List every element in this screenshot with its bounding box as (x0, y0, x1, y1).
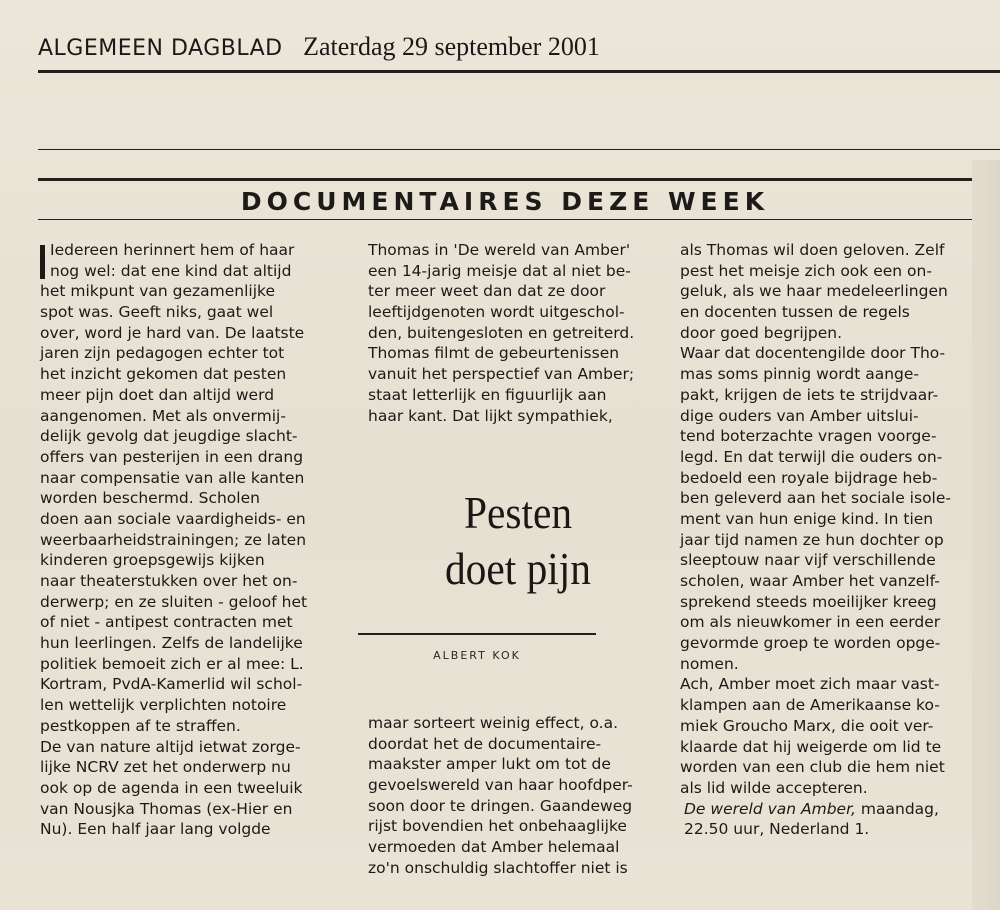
article-line: staat letterlijk en figuurlijk aan (368, 385, 607, 404)
article-line: weerbaarheidstrainingen; ze laten (40, 530, 307, 549)
article-line: soon door te dringen. Gaandeweg (368, 796, 633, 815)
publication-date: Zaterdag 29 september 2001 (303, 32, 600, 61)
article-line: klampen aan de Amerikaanse ko- (680, 696, 940, 715)
article-line: als Thomas wil doen geloven. Zelf (680, 241, 945, 259)
article-line: derwerp; en ze sluiten - geloof het (40, 592, 308, 611)
article-line: ben geleverd aan het sociale isole- (680, 489, 951, 508)
article-line: sleeptouw naar vijf verschillende (680, 551, 936, 570)
article-line: gevoelswereld van haar hoofdper- (368, 776, 633, 795)
article-line: legd. En dat terwijl die ouders on- (680, 447, 943, 466)
article-line: lijke NCRV zet het onderwerp nu (40, 758, 291, 777)
article-line: over, word je hard van. De laatste (40, 323, 305, 342)
article-line: om als nieuwkomer in een eerder (680, 613, 941, 632)
article-column-1 (40, 240, 340, 840)
section-bottom-rule (38, 219, 972, 220)
article-column-3 (680, 240, 980, 840)
article-line: zo'n onschuldig slachtoffer niet is (368, 858, 628, 877)
article-line: en docenten tussen de regels (680, 303, 910, 322)
article-line: pestkoppen af te straffen. (40, 716, 241, 735)
program-time: 22.50 uur, Nederland 1. (684, 820, 870, 839)
article-line: naar theaterstukken over het on- (40, 572, 298, 590)
article-line: worden beschermd. Scholen (40, 489, 260, 508)
article-column-2-bottom (368, 713, 668, 879)
divider-rule (38, 149, 1000, 150)
article-line: spot was. Geeft niks, gaat wel (40, 303, 274, 322)
article-line: haar kant. Dat lijkt sympathiek, (368, 406, 613, 425)
article-line: scholen, waar Amber het vanzelf- (680, 572, 940, 590)
masthead (38, 30, 600, 64)
article-line: het mikpunt van gezamenlijke (40, 282, 276, 301)
article-line: worden van een club die hem niet (680, 758, 945, 777)
article-line: ment van hun enige kind. In tien (680, 509, 934, 528)
article-line: Kortram, PvdA-Kamerlid wil schol- (40, 675, 303, 694)
article-line: nog wel: dat ene kind dat altijd (50, 261, 292, 280)
article-line: bedoeld een royale bijdrage heb- (680, 468, 938, 487)
article-line: delijk gevolg dat jeugdige slacht- (40, 427, 298, 446)
article-line: tend boterzachte vragen voorge- (680, 427, 937, 446)
article-line: Ach, Amber moet zich maar vast- (680, 675, 940, 694)
section-title: DOCUMENTAIRES DEZE WEEK (240, 187, 770, 216)
article-line: vermoeden dat Amber helemaal (368, 838, 620, 857)
article-line: van Nousjka Thomas (ex-Hier en (40, 799, 293, 818)
article-line: een 14-jarig meisje dat al niet be- (368, 261, 631, 280)
article-line: Thomas in 'De wereld van Amber' (368, 241, 631, 259)
section-top-rule (38, 178, 972, 181)
article-line: dige ouders van Amber uitslui- (680, 406, 919, 425)
article-line: of niet - antipest contracten met (40, 613, 293, 632)
article-line: kinderen groepsgewijs kijken (40, 551, 265, 570)
article-line: miek Groucho Marx, die ooit ver- (680, 716, 934, 735)
article-line: sprekend steeds moeilijker kreeg (680, 592, 937, 611)
article-line: als lid wilde accepteren. (680, 778, 868, 797)
headline-line-2: doet pijn (444, 543, 592, 594)
article-line: Iedereen herinnert hem of haar (50, 241, 295, 259)
article-line: offers van pesterijen in een drang (40, 447, 304, 466)
article-line: vanuit het perspectief van Amber; (368, 365, 635, 384)
article-line: jaar tijd namen ze hun dochter op (680, 530, 944, 549)
masthead-rule (38, 70, 1000, 73)
article-line: pakt, krijgen de iets te strijdvaar- (680, 385, 939, 404)
article-line: ter meer weet dan dat ze door (368, 282, 606, 301)
article-line: het inzicht gekomen dat pesten (40, 365, 287, 384)
article-line: rijst bovendien het onbehaaglijke (368, 817, 627, 836)
article-line: maar sorteert weinig effect, o.a. (368, 714, 619, 732)
program-day: maandag, (855, 799, 939, 818)
article-line: mas soms pinnig wordt aange- (680, 365, 920, 384)
program-credit (680, 799, 980, 820)
article-line: doen aan sociale vaardigheids- en (40, 509, 306, 528)
article-line: gevormde groep te worden opge- (680, 634, 941, 653)
article-line: klaarde dat hij weigerde om lid te (680, 737, 942, 756)
article-line: naar compensatie van alle kanten (40, 468, 305, 487)
article-line: door goed begrijpen. (680, 323, 843, 342)
article-line: doordat het de documentaire- (368, 734, 602, 753)
headline (383, 485, 653, 597)
article-line: hun leerlingen. Zelfs de landelijke (40, 634, 303, 653)
article-line: Nu). Een half jaar lang volgde (40, 820, 271, 839)
article-column-2-top (368, 240, 668, 426)
article-line: aangenomen. Met als onvermij- (40, 406, 286, 425)
article-line: den, buitengesloten en getreiterd. (368, 323, 635, 342)
article-line: maakster amper lukt om tot de (368, 755, 611, 774)
article-line: Waar dat docentengilde door Tho- (680, 344, 946, 363)
article-line: nomen. (680, 654, 739, 673)
article-line: leeftijdgenoten wordt uitgeschol- (368, 303, 625, 322)
headline-line-1: Pesten (463, 487, 573, 538)
article-line: ook op de agenda in een tweeluik (40, 778, 303, 797)
article-line: De van nature altijd ietwat zorge- (40, 737, 301, 756)
article-line: Thomas filmt de gebeurtenissen (368, 344, 620, 363)
byline-rule (358, 633, 596, 635)
article-line: pest het meisje zich ook een on- (680, 261, 932, 280)
article-line: meer pijn doet dan altijd werd (40, 385, 275, 404)
article-line: geluk, als we haar medeleerlingen (680, 282, 948, 301)
byline: ALBERT KOK (433, 649, 521, 662)
program-title: De wereld van Amber, (684, 799, 856, 818)
article-line: politiek bemoeit zich er al mee: L. (40, 654, 304, 673)
article-line: len wettelijk verplichten notoire (40, 696, 287, 715)
article-line: jaren zijn pedagogen echter tot (40, 344, 285, 363)
newspaper-name: ALGEMEEN DAGBLAD (38, 36, 283, 61)
